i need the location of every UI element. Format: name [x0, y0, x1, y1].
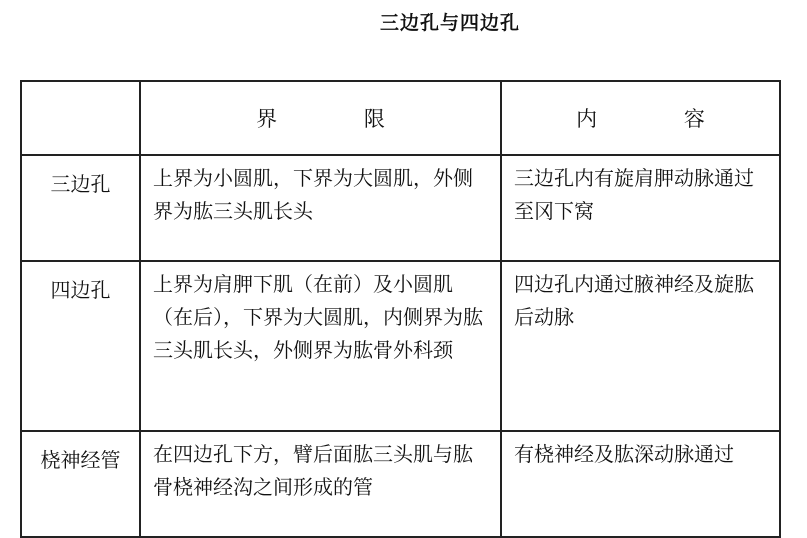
- comparison-table: [20, 80, 781, 538]
- row-name: 桡神经管: [21, 431, 140, 537]
- table-row: [21, 155, 780, 261]
- row-boundary: 在四边孔下方，臂后面肱三头肌与肱骨桡神经沟之间形成的管: [140, 431, 501, 537]
- table-row: [21, 261, 780, 431]
- table-row: [21, 431, 780, 537]
- header-boundary: [140, 81, 501, 155]
- header-boundary-label: 界 限: [256, 107, 425, 131]
- header-content: [501, 81, 780, 155]
- header-content-label: 内 容: [576, 107, 745, 131]
- row-name: 三边孔: [21, 155, 140, 261]
- row-boundary: 上界为肩胛下肌（在前）及小圆肌（在后），下界为大圆肌，内侧界为肱三头肌长头，外侧界为肱骨外科颈: [140, 261, 501, 431]
- header-blank-cell: [21, 81, 140, 155]
- page-title: 三边孔与四边孔: [379, 12, 520, 34]
- row-content: 三边孔内有旋肩胛动脉通过至冈下窝: [501, 155, 780, 261]
- row-content: 四边孔内通过腋神经及旋肱后动脉: [501, 261, 780, 431]
- table-header-row: [21, 81, 780, 155]
- row-boundary: 上界为小圆肌，下界为大圆肌，外侧界为肱三头肌长头: [140, 155, 501, 261]
- row-name: 四边孔: [21, 261, 140, 431]
- row-content: 有桡神经及肱深动脉通过: [501, 431, 780, 537]
